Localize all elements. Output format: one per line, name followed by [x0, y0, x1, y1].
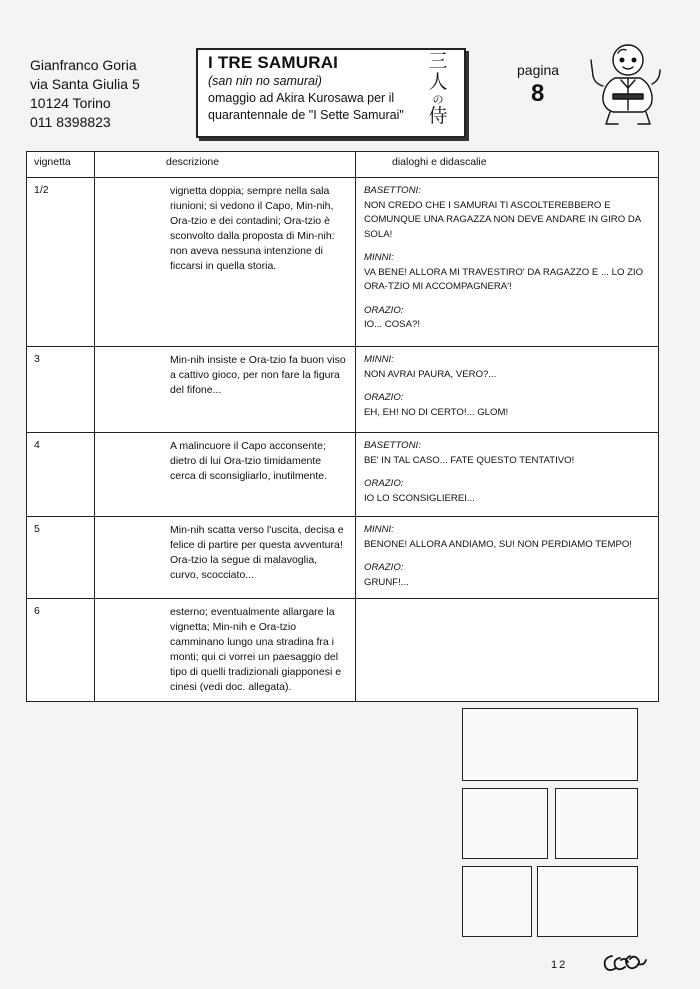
- speaker-name: MINNI:: [364, 524, 394, 535]
- story-title: I TRE SAMURAI: [208, 53, 339, 72]
- dialogue-block: [364, 391, 652, 420]
- table-header-row: [27, 152, 659, 178]
- footer-page-number: 12: [551, 959, 568, 971]
- kanji-char: 人: [428, 71, 448, 93]
- address-line: Gianfranco Goria: [30, 57, 137, 73]
- column-header-descrizione: descrizione: [95, 152, 356, 178]
- dialogue-text: NON CREDO CHE I SAMURAI TI ASCOLTEREBBERO E COMUNQUE UNA RAGAZZA NON DEVE ANDARE IN GIRO DA SOLA!: [364, 199, 641, 240]
- table-row: [27, 178, 659, 347]
- address-line: 10124 Torino: [30, 95, 111, 111]
- dialogue-text: IO LO SCONSIGLIEREI...: [364, 492, 475, 504]
- panel-dialogue: [356, 517, 659, 599]
- signature-icon: [602, 950, 648, 976]
- story-subtitle: (san nin no samurai): [208, 74, 322, 88]
- dialogue-block: [364, 439, 652, 468]
- panel-description: vignetta doppia; sempre nella sala riunioni; si vedono il Capo, Min-nih, Ora-tzio e dei contadini; Ora-tzio è sconvolto dalla proposta di Min-nih: non aveva nessuna intenzione di ficcarsi in quella storia.: [95, 178, 356, 347]
- kanji-char: 侍: [428, 105, 448, 127]
- kanji-char: の: [432, 93, 444, 106]
- kanji-title: [423, 51, 453, 127]
- dialogue-text: BE' IN TAL CASO... FATE QUESTO TENTATIVO!: [364, 454, 575, 466]
- panel-number: 6: [27, 599, 95, 702]
- thumbnail-panel: [462, 708, 638, 781]
- dialogue-text: VA BENE! ALLORA MI TRAVESTIRO' DA RAGAZZO E ... LO ZIO ORA-TZIO MI ACCOMPAGNERA'!: [364, 266, 644, 292]
- address-line: 011 8398823: [30, 114, 111, 130]
- panel-dialogue: [356, 347, 659, 433]
- dialogue-text: BENONE! ALLORA ANDIAMO, SU! NON PERDIAMO TEMPO!: [364, 538, 632, 550]
- table-row: [27, 517, 659, 599]
- panel-description: esterno; eventualmente allargare la vignetta; Min-nih e Ora-tzio camminano lungo una stradina fra i monti; qui ci vorrei un paesaggio del tipo di quelli tradizionali giapponesi e cinesi (vedi doc. allegata).: [95, 599, 356, 702]
- mascot-drawing-icon: [588, 38, 666, 130]
- panel-dialogue: [356, 178, 659, 347]
- panel-description: A malincuore il Capo acconsente; dietro di lui Ora-tzio timidamente cerca di sconsigliarlo, inutilmente.: [95, 433, 356, 517]
- thumbnail-panel: [537, 866, 638, 937]
- table-row: [27, 599, 659, 702]
- dialogue-block: [364, 251, 652, 295]
- dialogue-text: GRUNF!...: [364, 576, 409, 588]
- address-line: via Santa Giulia 5: [30, 76, 140, 92]
- dedication-line: quarantennale de "I Sette Samurai": [208, 108, 404, 122]
- dialogue-text: IO... COSA?!: [364, 319, 420, 330]
- panel-description: Min-nih insiste e Ora-tzio fa buon viso a cattivo gioco, per non fare la figura del fifone...: [95, 347, 356, 433]
- panel-number: 1/2: [27, 178, 95, 347]
- column-header-vignetta: vignetta: [27, 152, 95, 178]
- thumbnail-panel: [555, 788, 638, 859]
- column-header-dialoghi: dialoghi e didascalie: [356, 152, 659, 178]
- dialogue-block: [364, 353, 652, 382]
- speaker-name: BASETTONI:: [364, 185, 421, 196]
- speaker-name: ORAZIO:: [364, 392, 404, 403]
- thumbnail-panel: [462, 866, 532, 937]
- table-row: [27, 347, 659, 433]
- speaker-name: ORAZIO:: [364, 562, 404, 573]
- panel-number: 5: [27, 517, 95, 599]
- script-table: [26, 151, 659, 702]
- speaker-name: MINNI:: [364, 354, 394, 365]
- speaker-name: BASETTONI:: [364, 440, 421, 451]
- page-label: pagina: [517, 62, 560, 78]
- dialogue-block: [364, 304, 652, 333]
- dialogue-block: [364, 561, 652, 590]
- dialogue-block: [364, 477, 652, 506]
- panel-number: 3: [27, 347, 95, 433]
- thumbnail-panel: [462, 788, 548, 859]
- panel-number: 4: [27, 433, 95, 517]
- table-row: [27, 433, 659, 517]
- dedication-line: omaggio ad Akira Kurosawa per il: [208, 91, 395, 105]
- kanji-char: 三: [428, 50, 448, 72]
- dialogue-block: [364, 523, 652, 552]
- panel-description: Min-nih scatta verso l'uscita, decisa e felice di partire per questa avventura! Ora-tzio la segue di malavoglia, curvo, scocciato...: [95, 517, 356, 599]
- page-number: 8: [531, 80, 545, 107]
- speaker-name: ORAZIO:: [364, 478, 404, 489]
- dialogue-block: [364, 184, 652, 242]
- dialogue-text: EH, EH! NO DI CERTO!... GLOM!: [364, 406, 509, 418]
- author-address: [30, 56, 140, 132]
- speaker-name: ORAZIO:: [364, 304, 404, 316]
- panel-dialogue: [356, 599, 659, 702]
- panel-dialogue: [356, 433, 659, 517]
- dialogue-text: NON AVRAI PAURA, VERO?...: [364, 368, 497, 380]
- title-box: [196, 48, 466, 138]
- speaker-name: MINNI:: [364, 252, 394, 263]
